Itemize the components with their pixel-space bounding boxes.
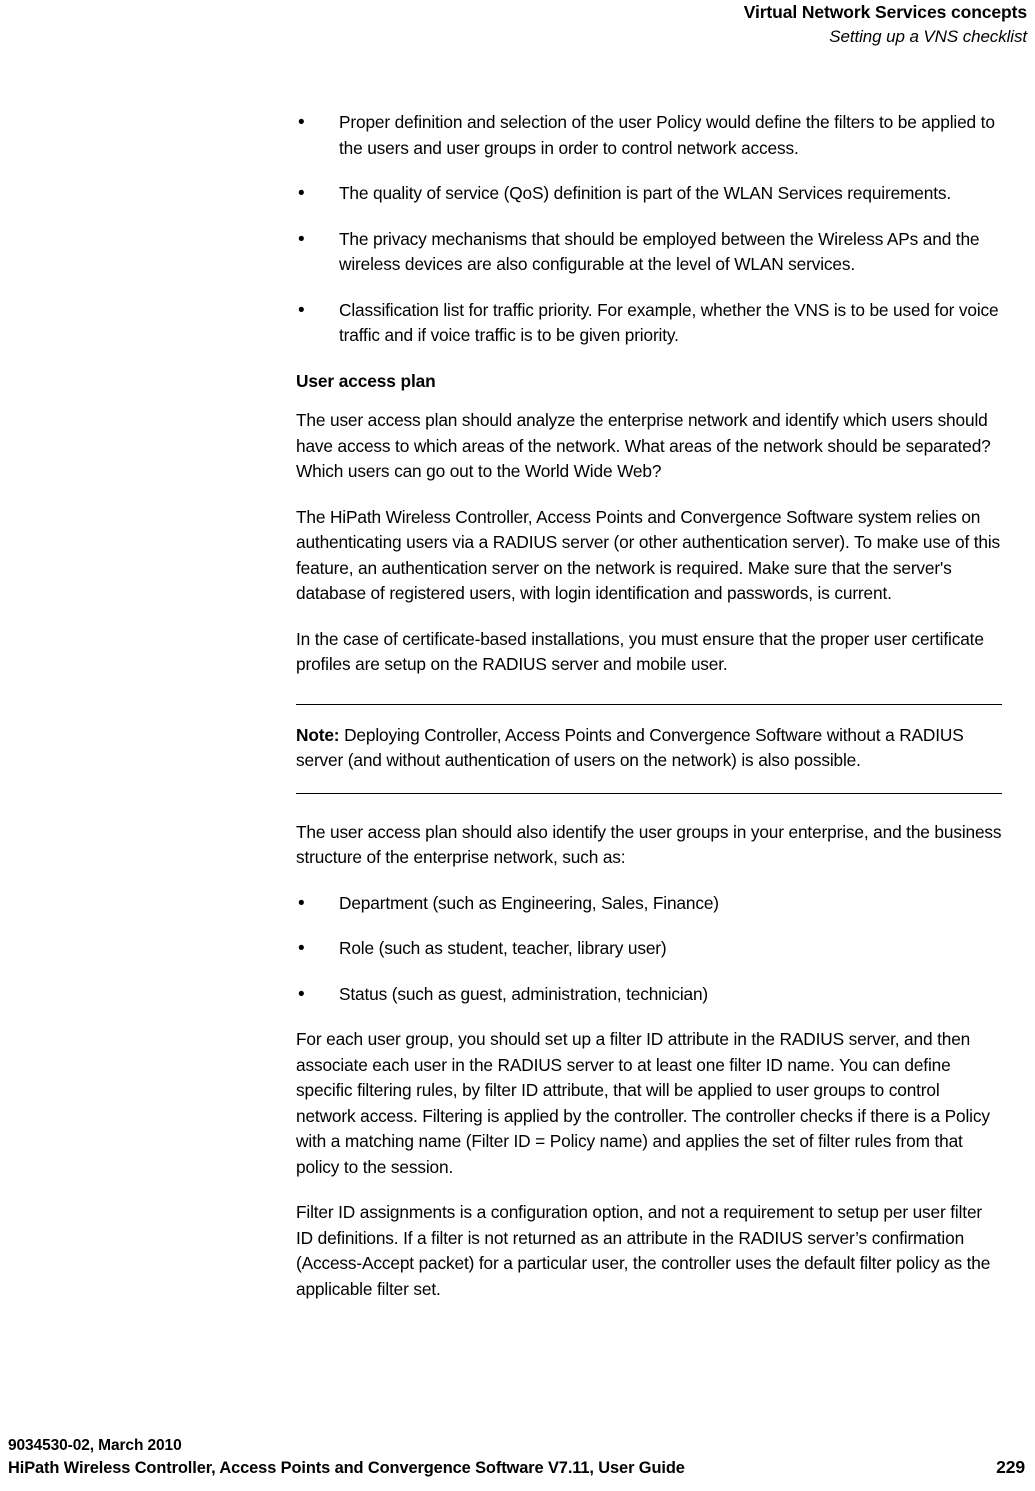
list-item-text: The privacy mechanisms that should be employed between the Wireless APs and the wireless devices are also configurable at the level of WLAN services.	[339, 228, 980, 274]
list-item-text: The quality of service (QoS) definition is part of the WLAN Services requirements.	[339, 183, 952, 203]
list-item-text: Role (such as student, teacher, library user)	[339, 938, 667, 958]
bullet-icon: •	[298, 299, 305, 321]
bullet-icon: •	[298, 228, 305, 250]
footer-page-number: 229	[996, 1457, 1025, 1477]
list-item	[296, 982, 1002, 1008]
page-footer	[0, 1435, 1035, 1480]
list-item	[296, 891, 1002, 917]
note-text	[296, 723, 1002, 774]
paragraph: The HiPath Wireless Controller, Access Points and Convergence Software system relies on authenticating users via a RADIUS server (or other authentication server). To make use of this feature, an authentication server on the network is required. Make sure that the server's database of registered users, with login identification and passwords, is current.	[296, 506, 1001, 603]
bullet-icon: •	[298, 892, 305, 914]
footer-doc-id: 9034530-02, March 2010	[8, 1437, 182, 1454]
paragraph: The user access plan should also identify the user groups in your enterprise, and the business structure of the enterprise network, such as:	[296, 821, 1002, 867]
bullet-icon: •	[298, 112, 305, 133]
list-item-text: Status (such as guest, administration, technician)	[339, 983, 709, 1004]
note-label: Note:	[296, 724, 340, 745]
note-callout	[296, 704, 1002, 794]
list-item	[296, 936, 1002, 962]
bullet-icon: •	[298, 183, 305, 204]
footer-bottom-row	[8, 1456, 1027, 1480]
list-item-text: Proper definition and selection of the user Policy would define the filters to be applied to the users and user groups in order to control network access.	[339, 112, 995, 158]
list-item	[296, 298, 1002, 349]
paragraph: In the case of certificate-based installations, you must ensure that the proper user certificate profiles are setup on the RADIUS server and mobile user.	[296, 628, 984, 674]
list-item-text: Classification list for traffic priority. For example, whether the VNS is to be used for voice traffic and if voice traffic is to be given priority.	[339, 299, 999, 345]
page-content	[296, 110, 1002, 1322]
bullet-icon: •	[298, 938, 305, 959]
bullet-icon: •	[298, 983, 305, 1005]
list-item	[296, 227, 1002, 278]
list-item-text: Department (such as Engineering, Sales, Finance)	[339, 892, 719, 913]
page-header	[0, 0, 1035, 50]
paragraph: For each user group, you should set up a filter ID attribute in the RADIUS server, and then associate each user in the RADIUS server to at least one filter ID name. You can define specific filtering rules, by filter ID attribute, that will be applied to user groups to control network access. Filtering is applied by the controller. The controller checks if there is a Policy with a matching name (Filter ID = Policy name) and applies the set of filter rules from that policy to the session.	[296, 1029, 990, 1177]
header-subtitle: Setting up a VNS checklist	[829, 27, 1027, 46]
note-body: Deploying Controller, Access Points and Convergence Software without a RADIUS server (and without authentication of users on the network) is also possible.	[296, 724, 964, 770]
list-item	[296, 110, 1002, 161]
list-item	[296, 181, 1002, 207]
footer-guide-title: HiPath Wireless Controller, Access Points and Convergence Software V7.11, User Guide	[8, 1459, 685, 1477]
paragraph: The user access plan should analyze the enterprise network and identify which users should have access to which areas of the network. What areas of the network should be separated? Which users can go out to the World Wide Web?	[296, 410, 991, 481]
header-title: Virtual Network Services concepts	[743, 2, 1027, 22]
paragraph: Filter ID assignments is a configuration option, and not a requirement to setup per user filter ID definitions. If a filter is not returned as an attribute in the RADIUS server’s confirmation (Access-Accept packet) for a particular user, the controller uses the default filter policy as the applicable filter set.	[296, 1202, 991, 1299]
section-heading: User access plan	[296, 370, 436, 391]
